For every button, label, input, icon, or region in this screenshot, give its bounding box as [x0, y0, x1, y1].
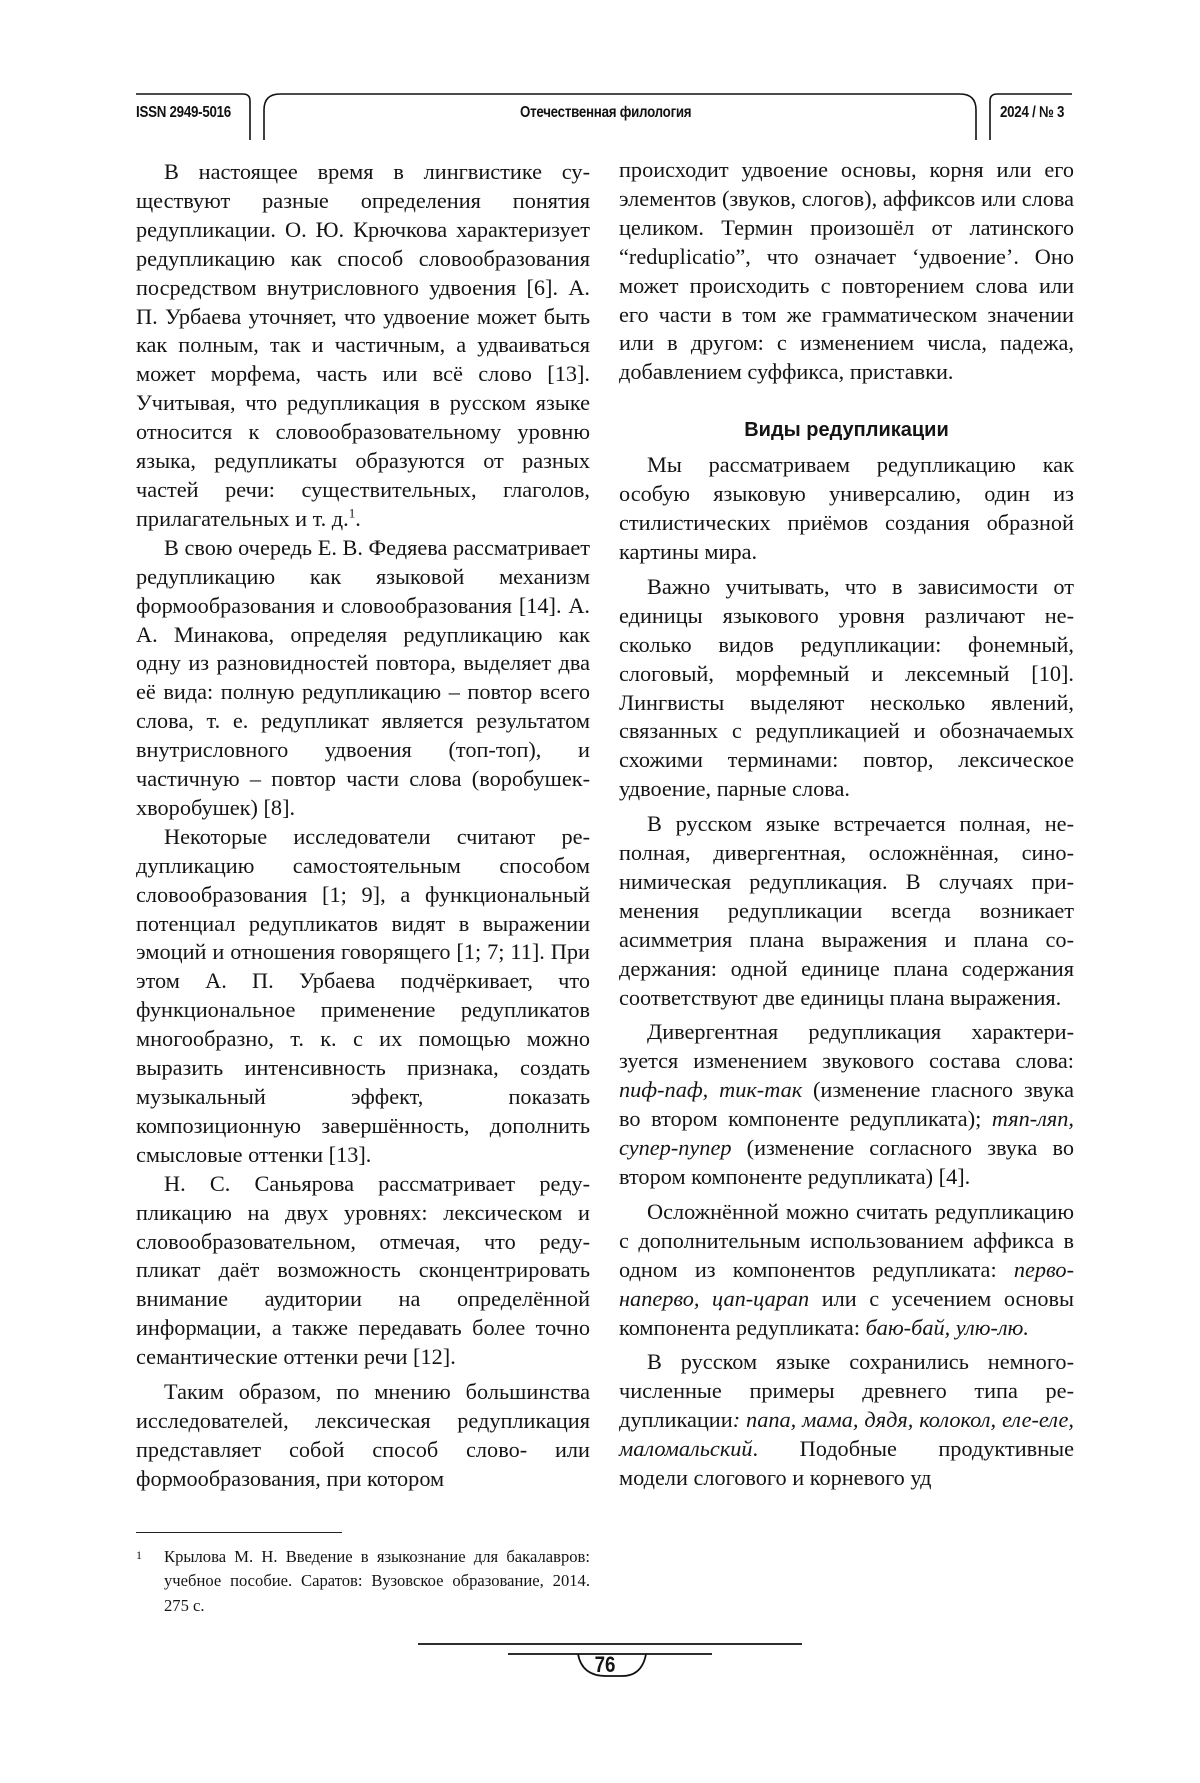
issn-label: ISSN 2949-5016	[136, 104, 231, 121]
paragraph	[619, 1348, 1074, 1493]
paragraph-text: Дивергентная редупликация характеризуется изменением звукового состава слова:	[619, 1019, 1074, 1074]
footnote	[136, 1545, 590, 1618]
paragraph: Мы рассматриваем редупликацию как особую языковую универсалию, один из стилистических приёмов создания образной картины мира.	[619, 452, 1074, 564]
left-column	[136, 158, 590, 1494]
issue-label: 2024 / № 3	[1000, 104, 1065, 121]
paragraph-text: Осложнённой можно считать редупликацию с дополнительным использованием аффикса в одном из компонентов редупликата:	[619, 1198, 1074, 1282]
paragraph	[619, 1198, 1074, 1343]
footnote-number: 1	[136, 1548, 142, 1562]
paragraph: Важно учитывать, что в зависимости от единицы языкового уровня различают несколько видов редупликации: фонемный, слоговый, морфемный и лексемный [10]. Лингвисты выделяют несколько явлений, связанных с редупликацией и обозначаемых схожими терминами: повтор, лексическое удвоение, парные слова.	[619, 573, 1074, 802]
example-words: перво-наперво, цап-царап	[619, 1256, 1074, 1311]
footnote-ref: 1	[348, 505, 356, 521]
paragraph: Н. С. Саньярова рассматривает редупликацию на двух уровнях: лексическом и словообразовательном, отмечая, что редупликат даёт возможность сконцентрировать внимание аудитории на определённой информации, а также передавать более точно семантические оттенки речи [12].	[136, 1170, 590, 1370]
paragraph	[136, 158, 590, 534]
header-frame	[0, 0, 1200, 160]
footnote-text: Крылова М. Н. Введение в языкознание для бакалавров: учебное пособие. Саратов: Вузовское образование, 2014. 275 с.	[164, 1547, 590, 1615]
page-number: 76	[594, 1652, 616, 1677]
example-words: баю-бай, улю-лю.	[865, 1314, 1029, 1340]
paragraph: Таким образом, по мнению большинства исследователей, лексическая редупликация представляет собой способ слово- или формообразования, при котором	[136, 1379, 590, 1491]
paragraph: В свою очередь Е. В. Федяева рассматривает редупликацию как языковой механизм формообразования и словообразования [14]. А. А. Минакова, определяя редупликацию как одну из разновидностей повтора, выделяет два её вида: полную редупликацию – повтор всего слова, т. е. редупликат является результатом внутрисловного удвоения (топ-топ), и частичную – повтор части слова (воробушек-хворобушек) [8].	[136, 534, 590, 820]
footnote-rule	[136, 1532, 342, 1533]
right-column	[619, 156, 1074, 1493]
paragraph-text: В настоящее время в лингвистике существуют разные определения понятия редупликации. О. Ю. Крючкова характеризует редупликацию как способ словообразования посредством внутрисловного удвоения [6]. А. П. Урбаева уточняет, что удвоение может быть как полным, так и частичным, а удваиваться может морфема, часть или всё слово [13]. Учитывая, что редупликация в русском языке относится к словообразовательному уровню языка, редупликаты образуются от разных частей речи: существительных, глаголов, прилагательных и т. д.	[136, 159, 590, 531]
journal-title: Отечественная филология	[520, 104, 692, 121]
example-words: пиф-паф, тик-так	[619, 1077, 803, 1103]
paragraph: происходит удвоение основы, корня или его элементов (звуков, слогов), аффиксов или слова целиком. Термин произошёл от латинского “reduplicatio”, что означает ‘удвоение’. Оно может происходить с повторением слова или его части в том же грамматическом значении или в другом: с изменением числа, падежа, добавлением суффикса, приставки.	[619, 157, 1074, 385]
paragraph-text: В русском языке сохранились немногочисленные примеры древнего типа редупликации	[619, 1349, 1074, 1433]
paragraph-text: или с усечением основы компонента редупликата:	[619, 1285, 1075, 1340]
example-words: : папа, мама, дядя, колокол, еле-еле, маломальский	[619, 1407, 1074, 1462]
section-heading: Виды редупликации	[744, 419, 949, 442]
paragraph-end: .	[355, 505, 361, 531]
paragraph-text: (изменение согласного звука во втором компоненте редупликата) [4].	[619, 1135, 1074, 1189]
running-header	[0, 0, 1200, 160]
example-words: тяп-ляп, супер-пупер	[619, 1106, 1074, 1161]
paragraph-text: (изменение гласного звука во втором компоненте редупликата);	[619, 1077, 1074, 1132]
paragraph: В русском языке встречается полная, неполная, дивергентная, осложнённая, синонимическая редупликация. В случаях применения редупликации всегда возникает асимметрия плана выражения и плана содержания: одной единице плана содержания соответствуют две единицы плана выражения.	[619, 811, 1074, 1010]
paragraph-text: . Подобные продуктивные модели слогового и корневого уд	[619, 1436, 1074, 1491]
paragraph	[619, 1018, 1074, 1191]
paragraph: Некоторые исследователи считают редупликацию самостоятельным способом словообразования [1; 9], а функциональный потенциал редупликатов видят в выражении эмоций и отношения говорящего [1; 7; 11]. При этом А. П. Урбаева подчёркивает, что функциональное применение редупликатов многообразно, т. к. с их помощью можно выразить интенсивность признака, создать музыкальный эффект, показать композиционную завершённость, дополнить смысловые оттенки [13].	[136, 823, 590, 1167]
